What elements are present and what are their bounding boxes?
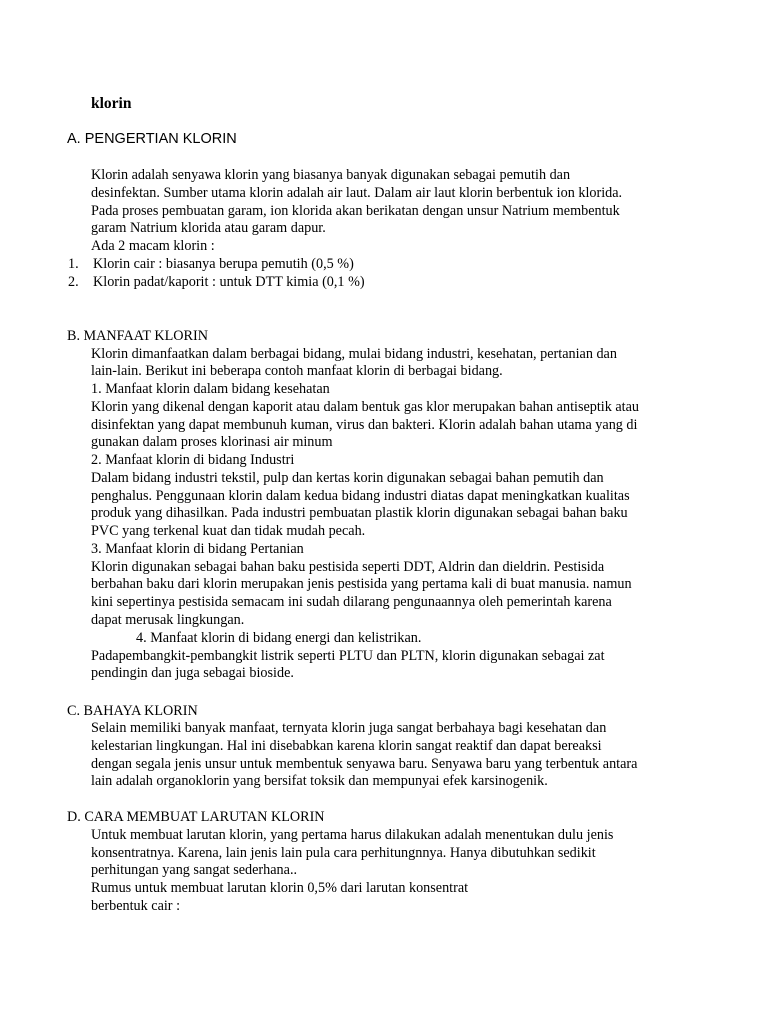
paragraph-line: Klorin yang dikenal dengan kaporit atau dalam bentuk gas klor merupakan bahan antiseptik atau — [91, 399, 640, 415]
list-item: Klorin cair : biasanya berupa pemutih (0,5 %) — [93, 256, 354, 272]
paragraph-line: lain-lain. Berikut ini beberapa contoh manfaat klorin di berbagai bidang. — [91, 363, 503, 379]
paragraph-line: desinfektan. Sumber utama klorin adalah air laut. Dalam air laut klorin berbentuk ion klorida. — [91, 185, 623, 201]
paragraph-line: Ada 2 macam klorin : — [91, 238, 215, 254]
paragraph-line: Rumus untuk membuat larutan klorin 0,5% dari larutan konsentrat — [91, 880, 469, 896]
paragraph-line: berbahan baku dari klorin merupakan jenis pestisida yang pertama kali di buat manusia. namun — [91, 576, 632, 592]
paragraph-line: pendingin dan juga sebagai bioside. — [91, 665, 294, 681]
paragraph-line: dapat merusak lingkungan. — [91, 612, 245, 628]
paragraph-line: dengan segala jenis unsur untuk membentuk senyawa baru. Senyawa baru yang terbentuk antara — [91, 756, 638, 772]
paragraph-line: lain adalah organoklorin yang bersifat toksik dan mempunyai efek karsinogenik. — [91, 773, 548, 789]
paragraph-line: kini sepertinya pestisida semacam ini sudah dilarang pengunaannya oleh pemerintah karena — [91, 594, 612, 610]
paragraph-line: konsentratnya. Karena, lain jenis lain pula cara perhitungnnya. Hanya dibutuhkan sedikit — [91, 845, 596, 861]
paragraph-line: Padapembangkit-pembangkit listrik seperti PLTU dan PLTN, klorin digunakan sebagai zat — [91, 648, 605, 664]
paragraph-line: Klorin adalah senyawa klorin yang biasanya banyak digunakan sebagai pemutih dan — [91, 167, 571, 183]
list-item-number: 1. — [68, 256, 79, 272]
paragraph-line: PVC yang terkenal kuat dan tidak mudah pecah. — [91, 523, 366, 539]
subheading-line: 2. Manfaat klorin di bidang Industri — [91, 452, 295, 468]
paragraph-line: penghalus. Penggunaan klorin dalam kedua bidang industri diatas dapat meningkatkan kualitas — [91, 488, 630, 504]
paragraph-line: berbentuk cair : — [91, 898, 181, 914]
list-item-number: 2. — [68, 274, 79, 290]
list-item: Klorin padat/kaporit : untuk DTT kimia (0,1 %) — [93, 274, 365, 290]
paragraph-line: kelestarian lingkungan. Hal ini disebabkan karena klorin sangat reaktif dan dapat bereaksi — [91, 738, 602, 754]
paragraph-line: produk yang dihasilkan. Pada industri pembuatan plastik klorin digunakan sebagai bahan baku — [91, 505, 628, 521]
paragraph-line: Dalam bidang industri tekstil, pulp dan kertas korin digunakan sebagai bahan pemutih dan — [91, 470, 604, 486]
subheading-line: 4. Manfaat klorin di bidang energi dan kelistrikan. — [136, 630, 422, 646]
section-c-heading: C. BAHAYA KLORIN — [67, 703, 198, 719]
paragraph-line: Selain memiliki banyak manfaat, ternyata klorin juga sangat berbahaya bagi kesehatan dan — [91, 720, 607, 736]
paragraph-line: gunakan dalam proses klorinasi air minum — [91, 434, 333, 450]
paragraph-line: Klorin dimanfaatkan dalam berbagai bidang, mulai bidang industri, kesehatan, pertanian dan — [91, 346, 617, 362]
paragraph-line: disinfektan yang dapat membunuh kuman, virus dan bakteri. Klorin adalah bahan utama yang di — [91, 417, 638, 433]
subheading-line: 3. Manfaat klorin di bidang Pertanian — [91, 541, 304, 557]
section-a-heading: A. PENGERTIAN KLORIN — [67, 131, 237, 147]
subheading-line: 1. Manfaat klorin dalam bidang kesehatan — [91, 381, 330, 397]
paragraph-line: perhitungan yang sangat sederhana.. — [91, 862, 298, 878]
section-b-heading: B. MANFAAT KLORIN — [67, 328, 208, 344]
document-title: klorin — [91, 95, 132, 112]
paragraph-line: Untuk membuat larutan klorin, yang pertama harus dilakukan adalah menentukan dulu jenis — [91, 827, 614, 843]
paragraph-line: Klorin digunakan sebagai bahan baku pestisida seperti DDT, Aldrin dan dieldrin. Pestisida — [91, 559, 605, 575]
paragraph-line: Pada proses pembuatan garam, ion klorida akan berikatan dengan unsur Natrium membentuk — [91, 203, 620, 219]
paragraph-line: garam Natrium klorida atau garam dapur. — [91, 220, 326, 236]
section-d-heading: D. CARA MEMBUAT LARUTAN KLORIN — [67, 809, 325, 825]
